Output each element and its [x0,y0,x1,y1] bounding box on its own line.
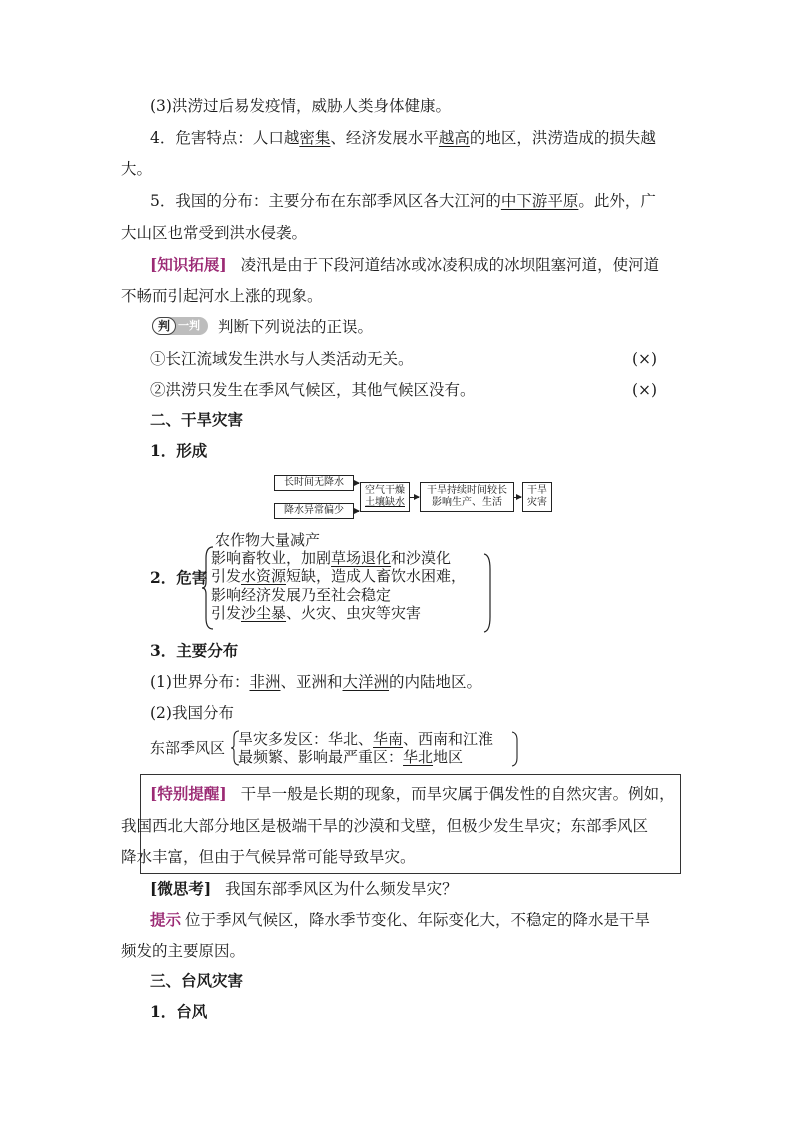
flood-point-3: (3)洪涝过后易发疫情，威胁人类身体健康。 [150,97,451,115]
knowledge-extension-tag: [知识拓展] [150,255,227,274]
hint-line-2: 频发的主要原因。 [121,942,246,960]
flow-box-no-rain: 长时间无降水 [274,475,354,491]
hint-tag: 提示 [150,910,182,929]
harm-item-4: 影响经济发展乃至社会稳定 [211,586,392,604]
world-distribution: (1)世界分布：非洲、亚洲和大洋洲的内陆地区。 [150,673,483,691]
knowledge-extension [150,255,659,275]
drought-frequent-area: 旱灾多发区：华北、华南、西南和江淮 [238,730,494,748]
judge-item-2: ②洪涝只发生在季风气候区，其他气候区没有。 [150,381,476,399]
flow-box-disaster: 干旱 灾害 [522,482,552,512]
flood-feature-line-cont: 大。 [121,160,153,178]
micro-think: [微思考] 我国东部季风区为什么频发旱灾？ [150,879,458,898]
underlined-term: 密集 [299,129,331,147]
flow-arrow [354,483,359,484]
underlined-term: 越高 [438,129,470,147]
harm-item-2: 影响畜牧业，加剧草场退化和沙漠化 [211,549,452,567]
micro-think-tag: [微思考] [150,879,212,898]
drought-harm-heading: 2．危害 [150,568,208,587]
text: 凌汛是由于下段河道结冰或冰凌积成的冰坝阻塞河道，使河道 [240,256,660,274]
right-brace-icon [482,553,494,633]
underlined-term: 中下游平原 [500,192,579,210]
judge-instruction: 判断下列说法的正误。 [218,318,374,336]
text: 、经济发展水平 [330,129,439,147]
right-brace-icon [510,731,520,767]
flow-box-dry: 空气干燥 土壤缺水 [360,482,410,512]
flood-distribution-line-cont: 大山区也常受到洪水侵袭。 [121,224,308,242]
harm-item-3: 引发水资源短缺，造成人畜饮水困难， [211,567,467,585]
flood-feature-line [150,128,656,148]
typhoon-subheading: 1．台风 [150,1002,208,1021]
harm-item-1: 农作物大量减产 [215,531,321,549]
hint-line-1: 提示 位于季风气候区，降水季节变化、年际变化大，不稳定的降水是干旱 [150,910,651,929]
text: 的地区，洪涝造成的损失越 [469,129,656,147]
judge-header [152,317,373,337]
flow-arrow [410,497,419,498]
section-drought-heading: 二、干旱灾害 [150,410,244,429]
reminder-line-1: [特别提醒] 干旱一般是长期的现象，而旱灾属于偶发性的自然灾害。例如， [150,784,675,803]
text: 4．危害特点：人口越 [150,129,300,147]
text: 5．我国的分布：主要分布在东部季风区各大江河的 [150,192,501,210]
reminder-line-2: 我国西北大部分地区是极端干旱的沙漠和戈壁，但极少发生旱灾；东部季风区 [121,817,649,835]
drought-distribution-heading: 3．主要分布 [150,641,239,660]
east-monsoon-label: 东部季风区 [150,739,226,757]
reminder-line-3: 降水丰富，但由于气候异常可能导致旱灾。 [121,848,416,866]
judge-item-2-mark: (×) [632,381,658,399]
flood-distribution-line [150,191,656,211]
special-reminder-box [121,774,681,874]
special-reminder-tag: [特别提醒] [150,784,227,803]
section-typhoon-heading: 三、台风灾害 [150,971,244,990]
judge-item-1-mark: (×) [632,350,658,368]
flow-arrow [514,497,521,498]
drought-formation-heading: 1．形成 [150,441,208,460]
flow-arrow [354,511,359,512]
judge-badge-icon: 判 一判 [152,317,208,335]
text: 。此外，广 [578,192,656,210]
judge-item-1: ①长江流域发生洪水与人类活动无关。 [150,350,414,368]
harm-item-5: 引发沙尘暴、火灾、虫灾等灾害 [211,604,422,622]
knowledge-extension-cont: 不畅而引起河水上涨的现象。 [121,287,323,305]
flow-box-low-rain: 降水异常偏少 [274,503,354,519]
drought-most-severe-area: 最频繁、影响最严重区：华北地区 [238,748,464,766]
flow-box-duration: 干旱持续时间较长 影响生产、生活 [420,482,514,512]
china-distribution-heading: (2)我国分布 [150,704,234,722]
